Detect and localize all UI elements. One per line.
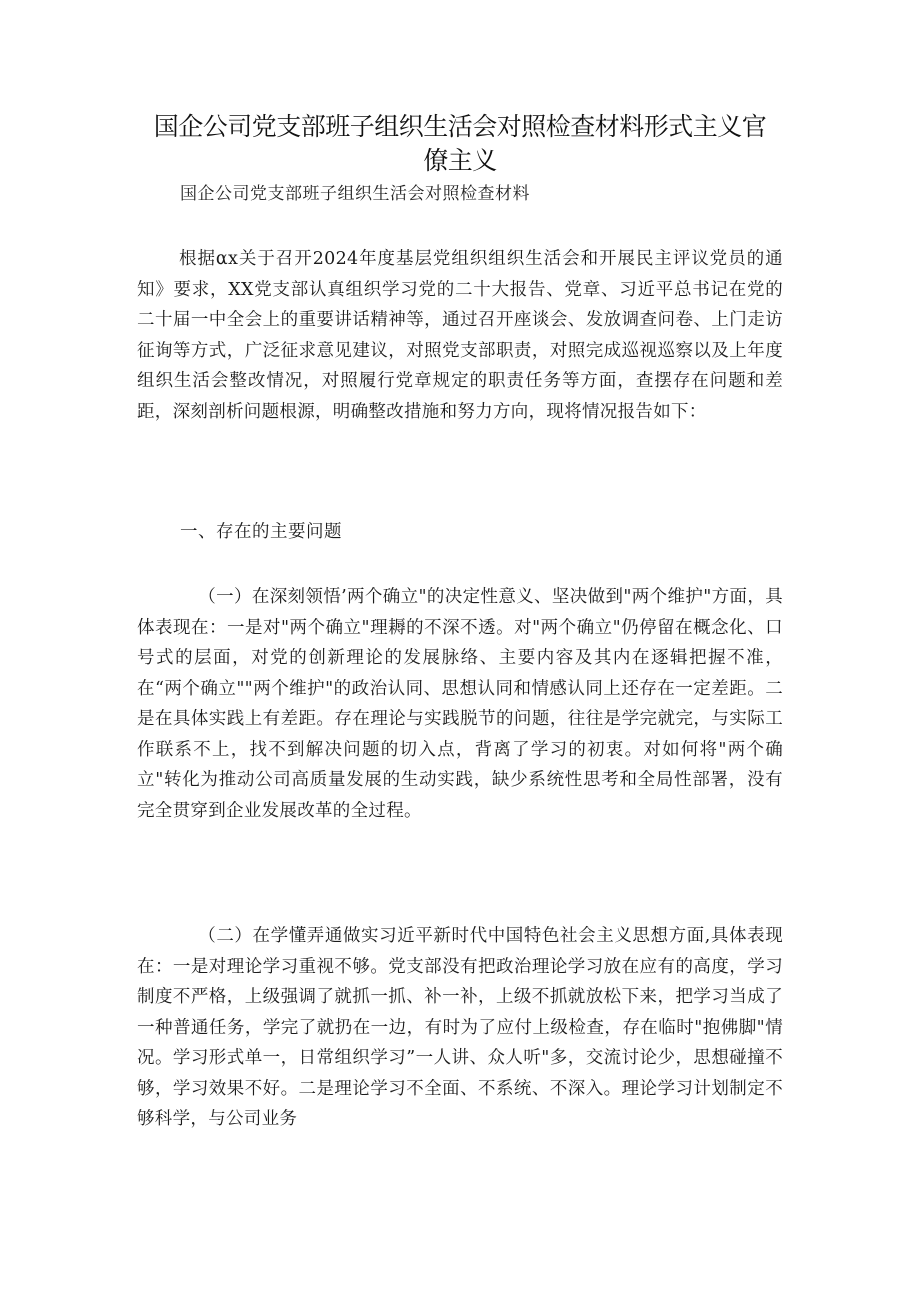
document-subtitle: 国企公司党支部班子组织生活会对照检查材料 bbox=[180, 184, 530, 204]
document-title: 国企公司党支部班子组织生活会对照检查材料形式主义官僚主义 bbox=[153, 112, 767, 175]
paragraph-xi-thought-study: （二）在学懂弄通做实习近平新时代中国特色社会主义思想方面,具体表现在：一是对理论学习重视不够。党支部没有把政治理论学习放在应有的高度，学习制度不严格，上级强调了就抓一抓、补一补，上级不抓就放松下来，把学习当成了一种普通任务，学完了就扔在一边，有时为了应付上级检查，存在临时"抱佛脚"情况。学习形式单一，日常组织学习”一人讲、众人听"多，交流讨论少，思想碰撞不够，学习效果不好。二是理论学习不全面、不系统、不深入。理论学习计划制定不够科学，与公司业务 bbox=[137, 926, 783, 1129]
paragraph-two-establishments: （一）在深刻领悟’两个确立"的决定性意义、坚决做到"两个维护"方面，具体表现在：一是对"两个确立"理耨的不深不透。对"两个确立"仍停留在概念化、口号式的层面，对党的创新理论的发展脉络、主要内容及其内在逐辑把握不准，在“两个确立""两个维护"的政治认同、思想认同和情感认同上还存在一定差距。二是在具体实践上有差距。存在理论与实践脱节的问题，往往是学完就完，与实际工作联系不上，找不到解决问题的切入点，背离了学习的初衷。对如何将"两个确立"转化为推动公司高质量发展的生动实践，缺少系统性思考和全局性部署，没有完全贯穿到企业发展改革的全过程。 bbox=[137, 587, 783, 821]
section-heading-main-problems: 一、存在的主要问题 bbox=[180, 522, 342, 542]
intro-paragraph: 根据αx关于召开2024年度基层党组织组织生活会和开展民主评议党员的通知》要求，XX党支部认真组织学习党的二十大报告、党章、习近平总书记在党的二十届一中全会上的重要讲话精神等，通过召开座谈会、发放调查问卷、上门走访征询等方式，广泛征求意见建议，对照党支部职责，对照完成巡视巡察以及上年度组织生活会整改情况，对照履行党章规定的职责任务等方面，查摆存在问题和差距，深刻剖析问题根源，明确整改措施和努力方向，现将情况报告如下： bbox=[137, 249, 783, 422]
